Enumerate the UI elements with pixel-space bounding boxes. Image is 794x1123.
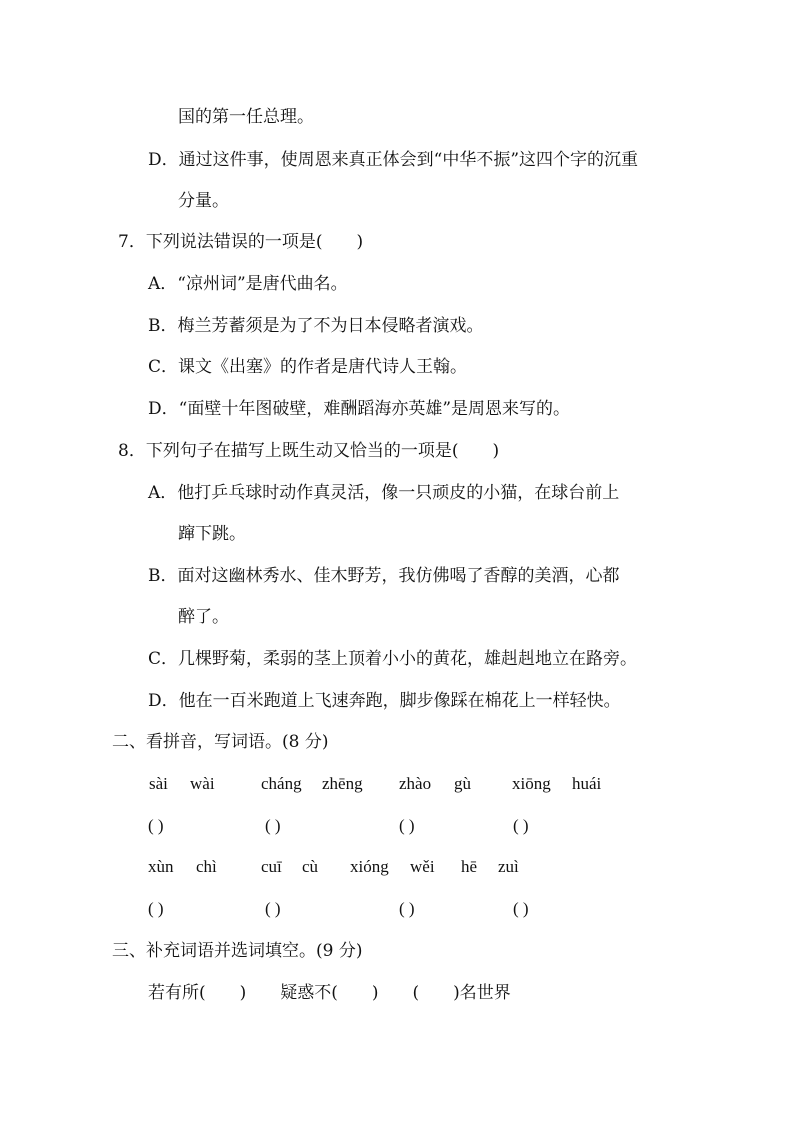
pinyin: sài xyxy=(149,774,168,793)
option-c: C．几棵野菊，柔弱的茎上顶着小小的黄花，雄赳赳地立在路旁。 xyxy=(148,649,638,669)
question-7: 7．下列说法错误的一项是( ) xyxy=(118,232,364,252)
pinyin: zhēng xyxy=(322,774,363,793)
pinyin: xiōng xyxy=(512,774,551,793)
answer-blank[interactable]: ( ) xyxy=(265,899,281,918)
pinyin: xióng xyxy=(350,857,389,876)
section-2-heading: 二、看拼音，写词语。(8 分) xyxy=(112,732,329,752)
answer-blank[interactable]: ( ) xyxy=(148,899,164,918)
pinyin: xùn xyxy=(148,857,174,876)
answer-blank[interactable]: ( ) xyxy=(148,816,164,835)
pinyin: wài xyxy=(190,774,215,793)
answer-blank[interactable]: ( ) xyxy=(513,816,529,835)
answer-blank[interactable]: ( ) xyxy=(399,899,415,918)
option-d: D．他在一百米跑道上飞速奔跑，脚步像踩在棉花上一样轻快。 xyxy=(148,691,621,711)
option-b: B．面对这幽林秀水、佳木野芳，我仿佛喝了香醇的美酒，心都 xyxy=(148,566,620,586)
pinyin: cuī xyxy=(261,857,282,876)
pinyin: chì xyxy=(196,857,217,876)
pinyin: wěi xyxy=(410,857,435,876)
option-a: A．他打乒乓球时动作真灵活，像一只顽皮的小猫，在球台前上 xyxy=(148,483,620,503)
answer-blank[interactable]: ( ) xyxy=(265,816,281,835)
text-line: 国的第一任总理。 xyxy=(178,107,314,127)
question-8: 8．下列句子在描写上既生动又恰当的一项是( ) xyxy=(118,441,500,461)
answer-blank[interactable]: ( ) xyxy=(513,899,529,918)
pinyin: zhào xyxy=(399,774,432,793)
option-b: B．梅兰芳蓄须是为了不为日本侵略者演戏。 xyxy=(148,316,484,336)
option-d: D．“面壁十年图破壁，难酬蹈海亦英雄”是周恩来写的。 xyxy=(148,399,571,419)
section-3-heading: 三、补充词语并选词填空。(9 分) xyxy=(112,941,363,961)
text-line: 蹿下跳。 xyxy=(178,524,246,544)
option-c: C．课文《出塞》的作者是唐代诗人王翰。 xyxy=(148,357,468,377)
pinyin: cháng xyxy=(261,774,302,793)
fill-in-words: 若有所( ) 疑惑不( ) ( )名世界 xyxy=(148,983,511,1003)
pinyin: huái xyxy=(572,774,602,793)
option-a: A．“凉州词”是唐代曲名。 xyxy=(148,274,348,294)
pinyin: hē xyxy=(461,857,478,876)
pinyin: gù xyxy=(454,774,471,793)
text-line: 分量。 xyxy=(178,191,229,211)
pinyin: cù xyxy=(302,857,319,876)
option-d: D．通过这件事，使周恩来真正体会到“中华不振”这四个字的沉重 xyxy=(148,150,639,170)
answer-blank[interactable]: ( ) xyxy=(399,816,415,835)
text-line: 醉了。 xyxy=(178,607,229,627)
pinyin: zuì xyxy=(498,857,519,876)
